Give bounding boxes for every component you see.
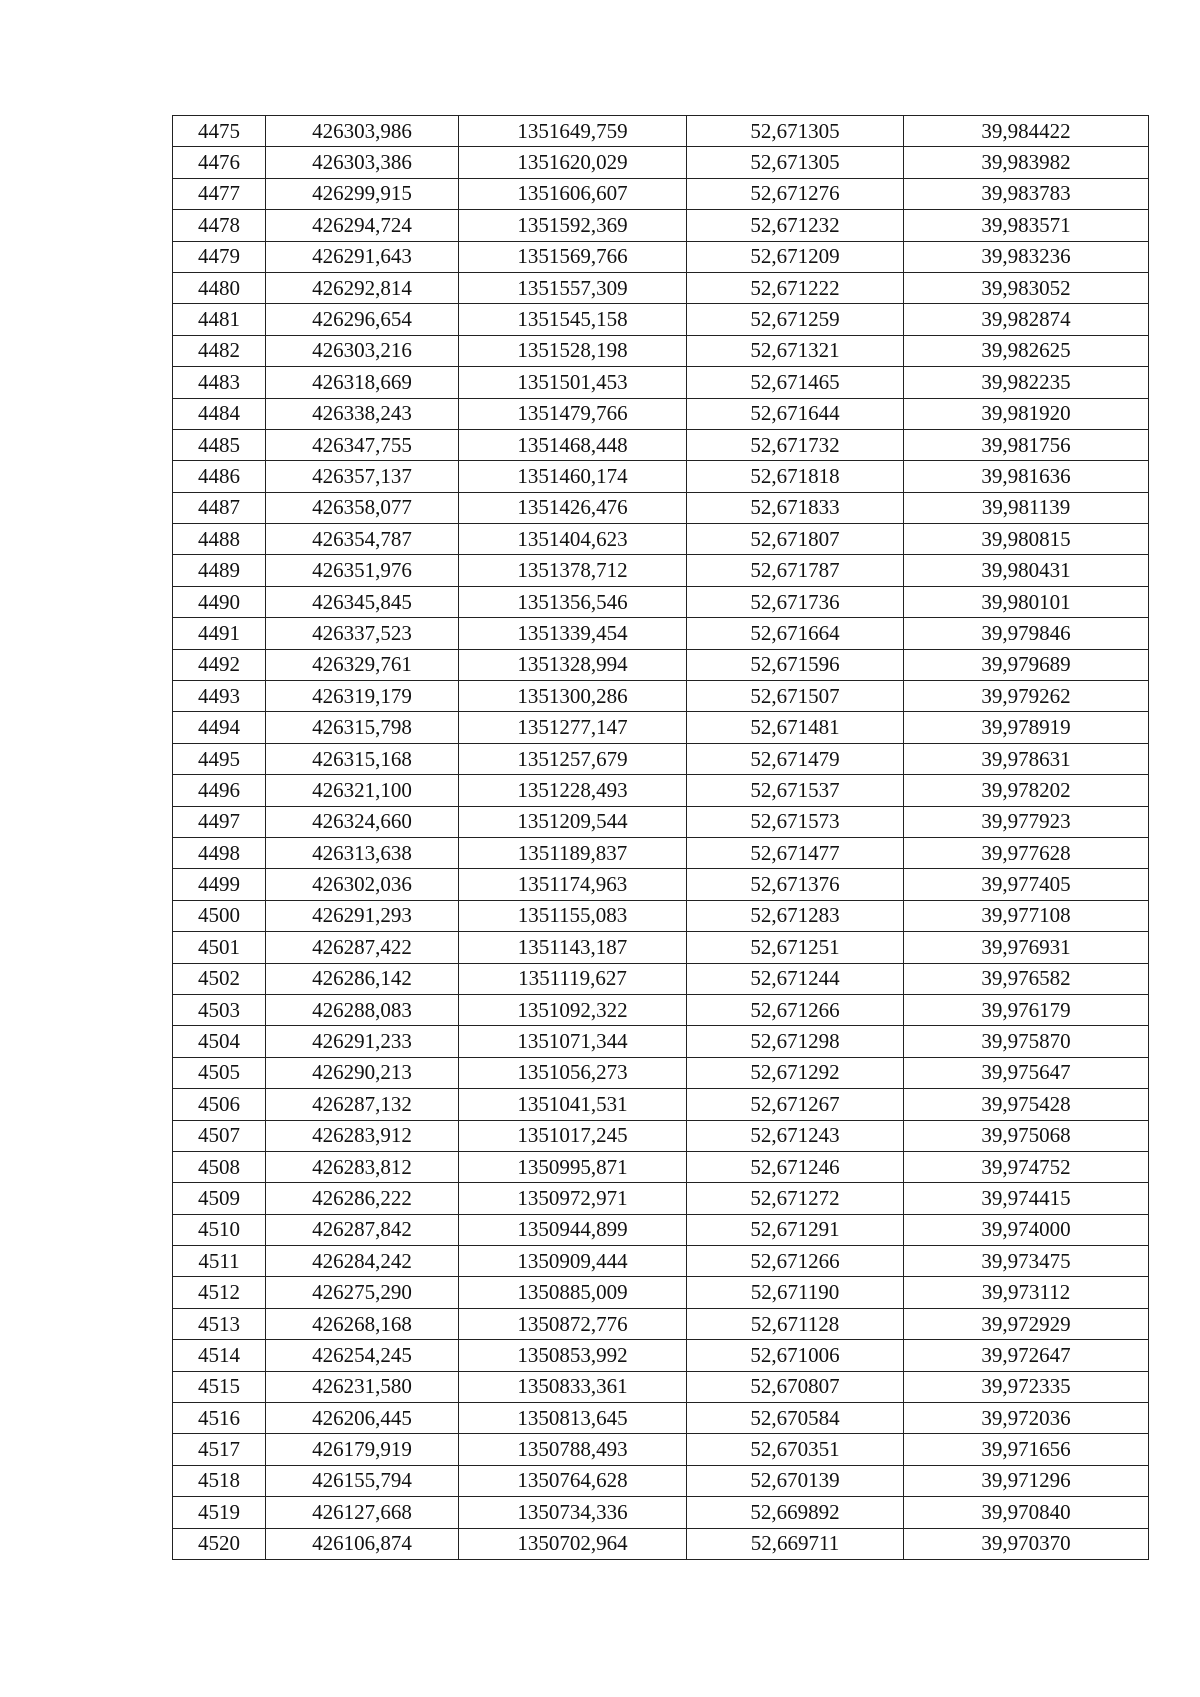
y-coordinate-cell: 1351119,627: [459, 963, 687, 994]
longitude-cell: 39,983783: [904, 178, 1149, 209]
table-row: [173, 398, 1149, 429]
longitude-cell: 39,972036: [904, 1403, 1149, 1434]
table-row: [173, 147, 1149, 178]
y-coordinate-cell: 1351228,493: [459, 775, 687, 806]
longitude-cell: 39,977628: [904, 837, 1149, 868]
y-coordinate-cell: 1351356,546: [459, 586, 687, 617]
latitude-cell: 52,671818: [687, 461, 904, 492]
longitude-cell: 39,982235: [904, 367, 1149, 398]
longitude-cell: 39,973475: [904, 1246, 1149, 1277]
longitude-cell: 39,980815: [904, 524, 1149, 555]
x-coordinate-cell: 426337,523: [266, 618, 459, 649]
point-number-cell: 4491: [173, 618, 266, 649]
table-row: [173, 681, 1149, 712]
latitude-cell: 52,671244: [687, 963, 904, 994]
longitude-cell: 39,977108: [904, 900, 1149, 931]
longitude-cell: 39,981920: [904, 398, 1149, 429]
longitude-cell: 39,974415: [904, 1183, 1149, 1214]
x-coordinate-cell: 426287,422: [266, 932, 459, 963]
x-coordinate-cell: 426287,132: [266, 1089, 459, 1120]
table-row: [173, 900, 1149, 931]
table-row: [173, 649, 1149, 680]
point-number-cell: 4505: [173, 1057, 266, 1088]
table-row: [173, 1340, 1149, 1371]
longitude-cell: 39,982625: [904, 335, 1149, 366]
table-row: [173, 492, 1149, 523]
table-row: [173, 241, 1149, 272]
y-coordinate-cell: 1350764,628: [459, 1465, 687, 1496]
point-number-cell: 4499: [173, 869, 266, 900]
latitude-cell: 52,671298: [687, 1026, 904, 1057]
x-coordinate-cell: 426291,293: [266, 900, 459, 931]
point-number-cell: 4496: [173, 775, 266, 806]
y-coordinate-cell: 1350909,444: [459, 1246, 687, 1277]
longitude-cell: 39,974000: [904, 1214, 1149, 1245]
point-number-cell: 4497: [173, 806, 266, 837]
latitude-cell: 52,671664: [687, 618, 904, 649]
point-number-cell: 4504: [173, 1026, 266, 1057]
y-coordinate-cell: 1351092,322: [459, 994, 687, 1025]
latitude-cell: 52,671736: [687, 586, 904, 617]
y-coordinate-cell: 1351017,245: [459, 1120, 687, 1151]
y-coordinate-cell: 1351528,198: [459, 335, 687, 366]
table-row: [173, 743, 1149, 774]
x-coordinate-cell: 426296,654: [266, 304, 459, 335]
x-coordinate-cell: 426288,083: [266, 994, 459, 1025]
longitude-cell: 39,975428: [904, 1089, 1149, 1120]
x-coordinate-cell: 426347,755: [266, 429, 459, 460]
point-number-cell: 4517: [173, 1434, 266, 1465]
y-coordinate-cell: 1351209,544: [459, 806, 687, 837]
latitude-cell: 52,671787: [687, 555, 904, 586]
x-coordinate-cell: 426338,243: [266, 398, 459, 429]
longitude-cell: 39,978631: [904, 743, 1149, 774]
latitude-cell: 52,671246: [687, 1151, 904, 1182]
point-number-cell: 4476: [173, 147, 266, 178]
table-row: [173, 1120, 1149, 1151]
x-coordinate-cell: 426319,179: [266, 681, 459, 712]
latitude-cell: 52,671732: [687, 429, 904, 460]
x-coordinate-cell: 426315,798: [266, 712, 459, 743]
point-number-cell: 4490: [173, 586, 266, 617]
y-coordinate-cell: 1350833,361: [459, 1371, 687, 1402]
point-number-cell: 4512: [173, 1277, 266, 1308]
latitude-cell: 52,671644: [687, 398, 904, 429]
y-coordinate-cell: 1351479,766: [459, 398, 687, 429]
y-coordinate-cell: 1351041,531: [459, 1089, 687, 1120]
table-row: [173, 1308, 1149, 1339]
longitude-cell: 39,978919: [904, 712, 1149, 743]
point-number-cell: 4493: [173, 681, 266, 712]
x-coordinate-cell: 426329,761: [266, 649, 459, 680]
y-coordinate-cell: 1351328,994: [459, 649, 687, 680]
x-coordinate-cell: 426294,724: [266, 210, 459, 241]
y-coordinate-cell: 1350853,992: [459, 1340, 687, 1371]
latitude-cell: 52,670584: [687, 1403, 904, 1434]
y-coordinate-cell: 1351339,454: [459, 618, 687, 649]
x-coordinate-cell: 426292,814: [266, 272, 459, 303]
longitude-cell: 39,983982: [904, 147, 1149, 178]
latitude-cell: 52,671266: [687, 1246, 904, 1277]
table-row: [173, 994, 1149, 1025]
longitude-cell: 39,972647: [904, 1340, 1149, 1371]
longitude-cell: 39,970370: [904, 1528, 1149, 1559]
y-coordinate-cell: 1350734,336: [459, 1497, 687, 1528]
table-row: [173, 461, 1149, 492]
point-number-cell: 4501: [173, 932, 266, 963]
coordinates-table-body: [173, 116, 1149, 1560]
point-number-cell: 4477: [173, 178, 266, 209]
longitude-cell: 39,984422: [904, 116, 1149, 147]
latitude-cell: 52,671259: [687, 304, 904, 335]
latitude-cell: 52,670351: [687, 1434, 904, 1465]
latitude-cell: 52,671232: [687, 210, 904, 241]
y-coordinate-cell: 1350885,009: [459, 1277, 687, 1308]
y-coordinate-cell: 1351620,029: [459, 147, 687, 178]
latitude-cell: 52,671190: [687, 1277, 904, 1308]
x-coordinate-cell: 426155,794: [266, 1465, 459, 1496]
longitude-cell: 39,978202: [904, 775, 1149, 806]
point-number-cell: 4516: [173, 1403, 266, 1434]
latitude-cell: 52,671006: [687, 1340, 904, 1371]
point-number-cell: 4502: [173, 963, 266, 994]
x-coordinate-cell: 426286,142: [266, 963, 459, 994]
latitude-cell: 52,671267: [687, 1089, 904, 1120]
x-coordinate-cell: 426303,216: [266, 335, 459, 366]
y-coordinate-cell: 1350813,645: [459, 1403, 687, 1434]
x-coordinate-cell: 426206,445: [266, 1403, 459, 1434]
x-coordinate-cell: 426345,845: [266, 586, 459, 617]
latitude-cell: 52,671321: [687, 335, 904, 366]
table-row: [173, 963, 1149, 994]
point-number-cell: 4507: [173, 1120, 266, 1151]
x-coordinate-cell: 426351,976: [266, 555, 459, 586]
latitude-cell: 52,671833: [687, 492, 904, 523]
y-coordinate-cell: 1350995,871: [459, 1151, 687, 1182]
table-row: [173, 1246, 1149, 1277]
table-row: [173, 869, 1149, 900]
latitude-cell: 52,671481: [687, 712, 904, 743]
longitude-cell: 39,982874: [904, 304, 1149, 335]
point-number-cell: 4511: [173, 1246, 266, 1277]
table-row: [173, 210, 1149, 241]
longitude-cell: 39,981139: [904, 492, 1149, 523]
x-coordinate-cell: 426354,787: [266, 524, 459, 555]
x-coordinate-cell: 426284,242: [266, 1246, 459, 1277]
point-number-cell: 4486: [173, 461, 266, 492]
y-coordinate-cell: 1351557,309: [459, 272, 687, 303]
point-number-cell: 4475: [173, 116, 266, 147]
longitude-cell: 39,976582: [904, 963, 1149, 994]
y-coordinate-cell: 1351606,607: [459, 178, 687, 209]
x-coordinate-cell: 426127,668: [266, 1497, 459, 1528]
x-coordinate-cell: 426106,874: [266, 1528, 459, 1559]
y-coordinate-cell: 1351056,273: [459, 1057, 687, 1088]
table-row: [173, 367, 1149, 398]
latitude-cell: 52,670139: [687, 1465, 904, 1496]
table-row: [173, 304, 1149, 335]
table-row: [173, 335, 1149, 366]
table-row: [173, 806, 1149, 837]
longitude-cell: 39,970840: [904, 1497, 1149, 1528]
table-row: [173, 524, 1149, 555]
table-row: [173, 1183, 1149, 1214]
y-coordinate-cell: 1351569,766: [459, 241, 687, 272]
latitude-cell: 52,671251: [687, 932, 904, 963]
table-row: [173, 586, 1149, 617]
longitude-cell: 39,979689: [904, 649, 1149, 680]
y-coordinate-cell: 1351460,174: [459, 461, 687, 492]
x-coordinate-cell: 426358,077: [266, 492, 459, 523]
table-row: [173, 1277, 1149, 1308]
latitude-cell: 52,671305: [687, 147, 904, 178]
latitude-cell: 52,671465: [687, 367, 904, 398]
y-coordinate-cell: 1351071,344: [459, 1026, 687, 1057]
table-row: [173, 1371, 1149, 1402]
latitude-cell: 52,671477: [687, 837, 904, 868]
point-number-cell: 4494: [173, 712, 266, 743]
table-row: [173, 272, 1149, 303]
table-row: [173, 178, 1149, 209]
longitude-cell: 39,973112: [904, 1277, 1149, 1308]
longitude-cell: 39,971656: [904, 1434, 1149, 1465]
table-row: [173, 618, 1149, 649]
x-coordinate-cell: 426283,912: [266, 1120, 459, 1151]
longitude-cell: 39,980101: [904, 586, 1149, 617]
point-number-cell: 4487: [173, 492, 266, 523]
y-coordinate-cell: 1351300,286: [459, 681, 687, 712]
longitude-cell: 39,979262: [904, 681, 1149, 712]
table-row: [173, 1151, 1149, 1182]
latitude-cell: 52,671291: [687, 1214, 904, 1245]
y-coordinate-cell: 1351545,158: [459, 304, 687, 335]
point-number-cell: 4480: [173, 272, 266, 303]
latitude-cell: 52,671807: [687, 524, 904, 555]
longitude-cell: 39,977923: [904, 806, 1149, 837]
point-number-cell: 4503: [173, 994, 266, 1025]
y-coordinate-cell: 1351468,448: [459, 429, 687, 460]
x-coordinate-cell: 426254,245: [266, 1340, 459, 1371]
longitude-cell: 39,976931: [904, 932, 1149, 963]
longitude-cell: 39,979846: [904, 618, 1149, 649]
point-number-cell: 4481: [173, 304, 266, 335]
point-number-cell: 4478: [173, 210, 266, 241]
table-row: [173, 555, 1149, 586]
latitude-cell: 52,671243: [687, 1120, 904, 1151]
point-number-cell: 4488: [173, 524, 266, 555]
table-row: [173, 1497, 1149, 1528]
latitude-cell: 52,670807: [687, 1371, 904, 1402]
latitude-cell: 52,671537: [687, 775, 904, 806]
longitude-cell: 39,972929: [904, 1308, 1149, 1339]
longitude-cell: 39,983052: [904, 272, 1149, 303]
y-coordinate-cell: 1351649,759: [459, 116, 687, 147]
x-coordinate-cell: 426283,812: [266, 1151, 459, 1182]
point-number-cell: 4485: [173, 429, 266, 460]
latitude-cell: 52,671272: [687, 1183, 904, 1214]
y-coordinate-cell: 1351189,837: [459, 837, 687, 868]
latitude-cell: 52,671376: [687, 869, 904, 900]
x-coordinate-cell: 426313,638: [266, 837, 459, 868]
latitude-cell: 52,671276: [687, 178, 904, 209]
point-number-cell: 4483: [173, 367, 266, 398]
point-number-cell: 4489: [173, 555, 266, 586]
point-number-cell: 4498: [173, 837, 266, 868]
point-number-cell: 4520: [173, 1528, 266, 1559]
latitude-cell: 52,669892: [687, 1497, 904, 1528]
x-coordinate-cell: 426231,580: [266, 1371, 459, 1402]
longitude-cell: 39,977405: [904, 869, 1149, 900]
x-coordinate-cell: 426290,213: [266, 1057, 459, 1088]
latitude-cell: 52,671507: [687, 681, 904, 712]
table-row: [173, 1434, 1149, 1465]
table-row: [173, 429, 1149, 460]
x-coordinate-cell: 426303,386: [266, 147, 459, 178]
table-row: [173, 1026, 1149, 1057]
latitude-cell: 52,671128: [687, 1308, 904, 1339]
latitude-cell: 52,671573: [687, 806, 904, 837]
latitude-cell: 52,671283: [687, 900, 904, 931]
point-number-cell: 4500: [173, 900, 266, 931]
longitude-cell: 39,983571: [904, 210, 1149, 241]
x-coordinate-cell: 426302,036: [266, 869, 459, 900]
x-coordinate-cell: 426287,842: [266, 1214, 459, 1245]
y-coordinate-cell: 1351404,623: [459, 524, 687, 555]
longitude-cell: 39,971296: [904, 1465, 1149, 1496]
latitude-cell: 52,671266: [687, 994, 904, 1025]
y-coordinate-cell: 1351277,147: [459, 712, 687, 743]
latitude-cell: 52,671596: [687, 649, 904, 680]
point-number-cell: 4508: [173, 1151, 266, 1182]
x-coordinate-cell: 426275,290: [266, 1277, 459, 1308]
y-coordinate-cell: 1351143,187: [459, 932, 687, 963]
y-coordinate-cell: 1350872,776: [459, 1308, 687, 1339]
table-row: [173, 712, 1149, 743]
longitude-cell: 39,981636: [904, 461, 1149, 492]
table-row: [173, 1528, 1149, 1559]
x-coordinate-cell: 426357,137: [266, 461, 459, 492]
point-number-cell: 4510: [173, 1214, 266, 1245]
x-coordinate-cell: 426179,919: [266, 1434, 459, 1465]
y-coordinate-cell: 1351501,453: [459, 367, 687, 398]
longitude-cell: 39,980431: [904, 555, 1149, 586]
y-coordinate-cell: 1351426,476: [459, 492, 687, 523]
point-number-cell: 4484: [173, 398, 266, 429]
x-coordinate-cell: 426286,222: [266, 1183, 459, 1214]
latitude-cell: 52,671479: [687, 743, 904, 774]
longitude-cell: 39,975870: [904, 1026, 1149, 1057]
point-number-cell: 4506: [173, 1089, 266, 1120]
latitude-cell: 52,671222: [687, 272, 904, 303]
coordinates-table: [172, 115, 1149, 1560]
longitude-cell: 39,975647: [904, 1057, 1149, 1088]
table-row: [173, 1057, 1149, 1088]
table-row: [173, 116, 1149, 147]
point-number-cell: 4513: [173, 1308, 266, 1339]
x-coordinate-cell: 426321,100: [266, 775, 459, 806]
x-coordinate-cell: 426268,168: [266, 1308, 459, 1339]
x-coordinate-cell: 426299,915: [266, 178, 459, 209]
point-number-cell: 4495: [173, 743, 266, 774]
latitude-cell: 52,671209: [687, 241, 904, 272]
point-number-cell: 4515: [173, 1371, 266, 1402]
table-row: [173, 1403, 1149, 1434]
y-coordinate-cell: 1350972,971: [459, 1183, 687, 1214]
longitude-cell: 39,983236: [904, 241, 1149, 272]
y-coordinate-cell: 1351155,083: [459, 900, 687, 931]
y-coordinate-cell: 1350944,899: [459, 1214, 687, 1245]
latitude-cell: 52,671305: [687, 116, 904, 147]
x-coordinate-cell: 426303,986: [266, 116, 459, 147]
point-number-cell: 4519: [173, 1497, 266, 1528]
table-row: [173, 932, 1149, 963]
point-number-cell: 4509: [173, 1183, 266, 1214]
table-row: [173, 775, 1149, 806]
x-coordinate-cell: 426291,233: [266, 1026, 459, 1057]
longitude-cell: 39,981756: [904, 429, 1149, 460]
y-coordinate-cell: 1351257,679: [459, 743, 687, 774]
longitude-cell: 39,976179: [904, 994, 1149, 1025]
longitude-cell: 39,974752: [904, 1151, 1149, 1182]
table-row: [173, 837, 1149, 868]
point-number-cell: 4518: [173, 1465, 266, 1496]
table-row: [173, 1465, 1149, 1496]
x-coordinate-cell: 426315,168: [266, 743, 459, 774]
y-coordinate-cell: 1351378,712: [459, 555, 687, 586]
y-coordinate-cell: 1351592,369: [459, 210, 687, 241]
point-number-cell: 4492: [173, 649, 266, 680]
longitude-cell: 39,972335: [904, 1371, 1149, 1402]
point-number-cell: 4514: [173, 1340, 266, 1371]
y-coordinate-cell: 1350788,493: [459, 1434, 687, 1465]
table-row: [173, 1089, 1149, 1120]
point-number-cell: 4479: [173, 241, 266, 272]
y-coordinate-cell: 1350702,964: [459, 1528, 687, 1559]
latitude-cell: 52,669711: [687, 1528, 904, 1559]
table-row: [173, 1214, 1149, 1245]
x-coordinate-cell: 426324,660: [266, 806, 459, 837]
longitude-cell: 39,975068: [904, 1120, 1149, 1151]
x-coordinate-cell: 426291,643: [266, 241, 459, 272]
latitude-cell: 52,671292: [687, 1057, 904, 1088]
y-coordinate-cell: 1351174,963: [459, 869, 687, 900]
x-coordinate-cell: 426318,669: [266, 367, 459, 398]
point-number-cell: 4482: [173, 335, 266, 366]
